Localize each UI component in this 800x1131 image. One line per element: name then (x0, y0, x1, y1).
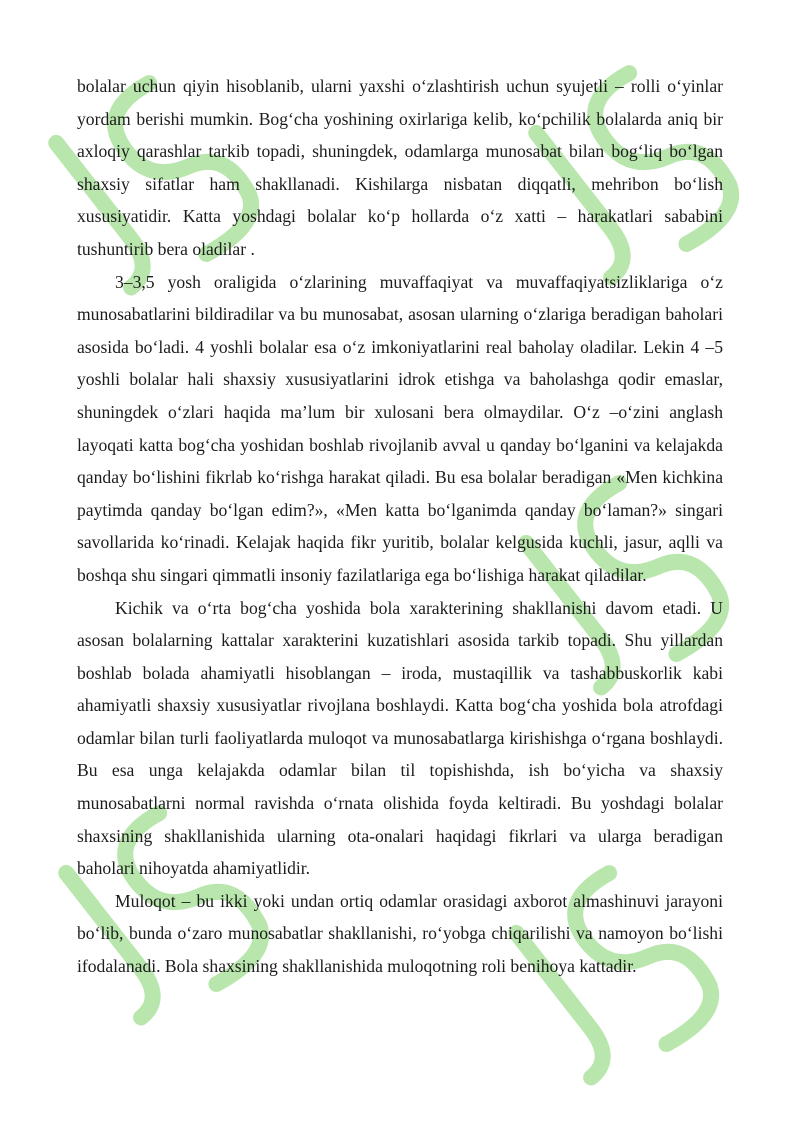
paragraph: Muloqot – bu ikki yoki undan ortiq odamlar orasidagi axborot almashinuvi jarayoni boʻlib, bunda oʻzaro munosabatlar shakllanishi, roʻyobga chiqarilishi va namoyon boʻlishi ifodalanadi. Bola shaxsining shakllanishida muloqotning roli benihoya kattadir. (77, 890, 723, 977)
paragraph: Kichik va oʻrta bogʻcha yoshida bola xarakterining shakllanishi davom etadi. U asosan bolalarning kattalar xarakterini kuzatishlari asosida tarkib topadi. Shu yillardan boshlab bolada ahamiyatli hisoblangan – iroda, mustaqillik va tashabbuskorlik kabi ahamiyatli shaxsiy xususiyatlar rivojlana boshlaydi. Katta bogʻcha yoshida bola atrofdagi odamlar bilan turli faoliyatlarda muloqot va munosabatlarga kirishishga oʻrgana boshlaydi. Bu esa unga kelajakda odamlar bilan til topishishda, ish boʻyicha va shaxsiy munosabatlarni normal ravishda oʻrnata olishida foyda keltiradi. Bu yoshdagi bolalar shaxsining shakllanishida ularning ota-onalari haqidagi fikrlari va ularga beradigan baholari nihoyatda ahamiyatlidir. (77, 597, 723, 879)
paragraph: 3–3,5 yosh oraligida oʻzlarining muvaffaqiyat va muvaffaqiyatsizliklariga oʻz munosabatlarini bildiradilar va bu munosabat, asosan ularning oʻzlariga beradigan baholari asosida boʻladi. 4 yoshli bolalar esa oʻz imkoniyatlarini real baholay oladilar. Lekin 4 –5 yoshli bolalar hali shaxsiy xususiyatlarini idrok etishga va baholashga qodir emaslar, shuningdek oʻzlari haqida maʼlum bir xulosani bera olmaydilar. Oʻz –oʻzini anglash layoqati katta bogʻcha yoshidan boshlab rivojlanib avval u qanday boʻlganini va kelajakda qanday boʻlishini fikrlab koʻrishga harakat qiladi. Bu esa bolalar beradigan «Men kichkina paytimda qanday boʻlgan edim?», «Men katta boʻlganimda qanday boʻlaman?» singari savollarida koʻrinadi. Kelajak haqida fikr yuritib, bolalar kelgusida kuchli, jasur, aqlli va boshqa shu singari qimmatli insoniy fazilatlariga ega boʻlishiga harakat qiladilar. (77, 271, 723, 585)
body-text (77, 70, 723, 983)
paragraph: bolalar uchun qiyin hisoblanib, ularni yaxshi oʻzlashtirish uchun syujetli – rolli oʻyinlar yordam berishi mumkin. Bogʻcha yoshining oxirlariga kelib, koʻpchilik bolalarda aniq bir axloqiy qarashlar tarkib topadi, shuningdek, odamlarga munosabat bilan bogʻliq boʻlgan shaxsiy sifatlar ham shakllanadi. Kishilarga nisbatan diqqatli, mehribon boʻlish xususiyatidir. Katta yoshdagi bolalar koʻp hollarda oʻz xatti – harakatlari sababini tushuntirib bera oladilar . (77, 76, 723, 259)
